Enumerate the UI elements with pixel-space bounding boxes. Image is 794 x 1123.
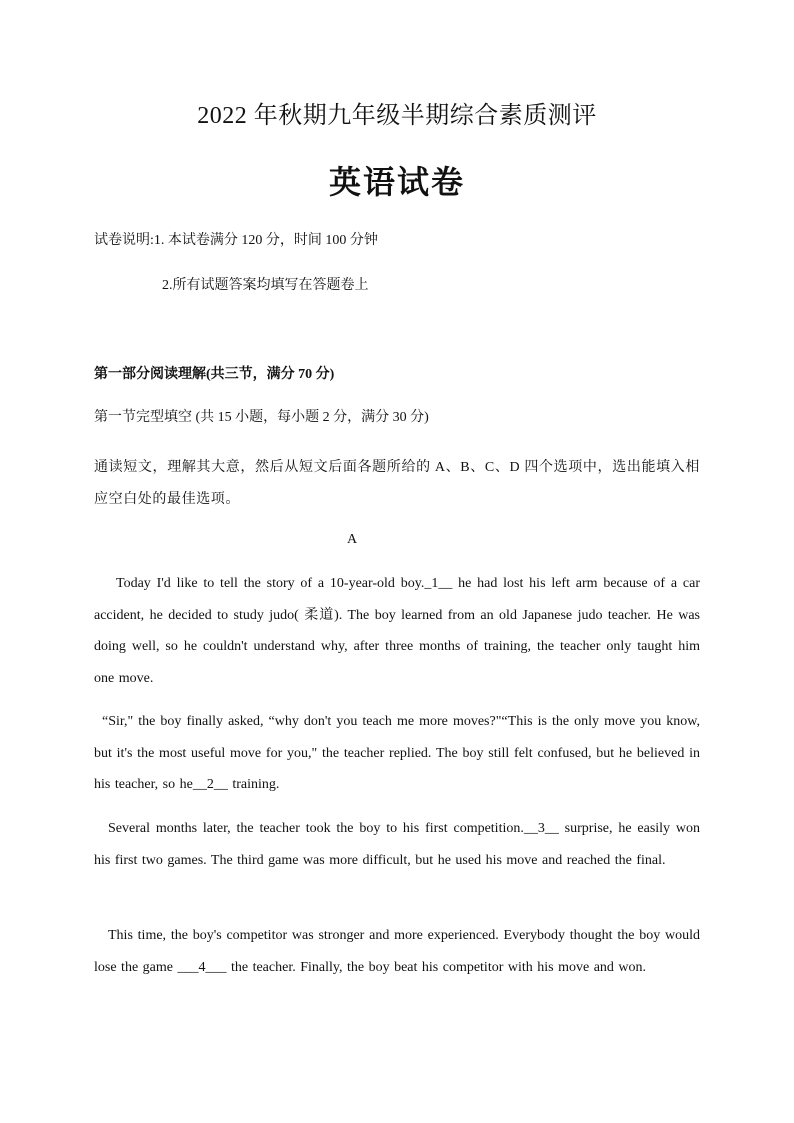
exam-title: 2022 年秋期九年级半期综合素质测评 [197,103,597,129]
section-instructions: 通读短文，理解其大意，然后从短文后面各题所给的 A、B、C、D 四个选项中，选出能填入相应空白处的最佳选项。 [94,460,700,507]
subject-title: 英语试卷 [328,163,465,201]
passage-paragraph-4: This time, the boy's competitor was stronger and more experienced. Everybody thought the boy would lose the game ___4___ the teacher. Finally, the boy beat his competitor with his move and won. [94,928,700,975]
passage-paragraph-1: Today I'd like to tell the story of a 10-year-old boy._1__ he had lost his left arm because of a car accident, he decided to study judo( 柔道). The boy learned from an old Japanese judo teacher. He was doing well, so he couldn't understand why, after three months of training, the teacher only taught him one move. [94,576,700,686]
section-one-heading: 第一节完型填空 (共 15 小题，每小题 2 分，满分 30 分) [94,410,429,425]
passage-paragraph-3: Several months later, the teacher took the boy to his first competition.__3__ surprise, he easily won his first two games. The third game was more difficult, but he used his move and reached the final. [94,821,700,868]
exam-note-line-2: 2.所有试题答案均填写在答题卷上 [162,278,369,293]
passage-label: A [346,532,358,547]
exam-note-line-1: 试卷说明:1. 本试卷满分 120 分，时间 100 分钟 [94,233,378,248]
passage-paragraph-2: “Sir," the boy finally asked, “why don't you teach me more moves?"“This is the only move you know, but it's the most useful move for you," the teacher replied. The boy still felt confused, but he believed in his teacher, so he__2__ training. [94,714,700,792]
part-one-heading: 第一部分阅读理解(共三节，满分 70 分) [94,367,335,382]
